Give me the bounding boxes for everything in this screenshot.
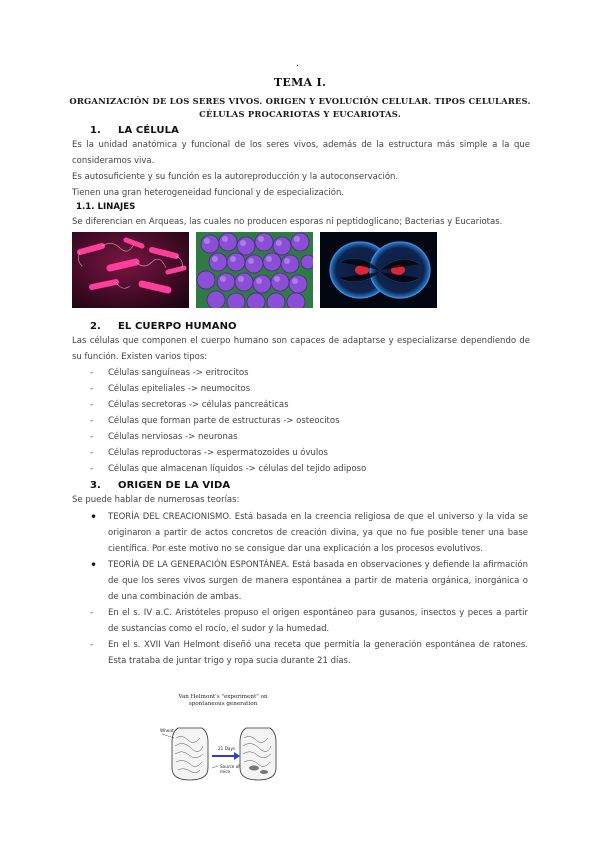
bacteria-rods-image <box>72 232 189 308</box>
section-3-intro: Se puede hablar de numerosas teorías: <box>72 495 240 505</box>
section-1-paragraph-1: Es la unidad anatómica y funcional de los seres vivos, además de la estructura más simple a la que consideramos viva. <box>72 140 530 166</box>
section-2-title: EL CUERPO HUMANO <box>118 321 237 332</box>
section-1-title: LA CÉLULA <box>118 125 179 136</box>
subtitle-line-2: CÉLULAS PROCARIOTAS Y EUCARIOTAS. <box>199 109 401 119</box>
theories-list <box>90 509 528 669</box>
section-3-number: 3. <box>90 480 101 491</box>
figure-title-line-2: spontaneous generation <box>188 701 258 707</box>
header-dot: . <box>296 58 300 69</box>
subtitle-line-1: ORGANIZACIÓN DE LOS SERES VIVOS. ORIGEN Y EVOLUCIÓN CELULAR. TIPOS CELULARES. <box>69 96 531 106</box>
figure-label-days: 21 Days <box>218 746 236 751</box>
list-item: - Células secretoras -> células pancreáticas <box>90 397 366 413</box>
section-3-title: ORIGEN DE LA VIDA <box>118 480 231 491</box>
figure-label-wheat: Wheat <box>160 728 174 733</box>
section-1-number: 1. <box>90 125 101 136</box>
section-2-intro: Las células que componen el cuerpo humano son capaces de adaptarse y especializarse dependiendo de su función. Existen varios tipos: <box>72 336 530 362</box>
section-3-heading <box>90 480 230 491</box>
figure-label-mice: Source of mice <box>220 764 240 774</box>
list-item: - En el s. XVII Van Helmont diseñó una receta que permitía la generación espontánea de ratones. Esta trataba de juntar trigo y ropa sucia durante 21 días. <box>90 637 528 669</box>
list-item: - Células nerviosas -> neuronas <box>90 429 366 445</box>
list-item: • TEORÍA DE LA GENERACIÓN ESPONTÁNEA. Está basada en observaciones y defiende la afirmación de que los seres vivos surgen de manera espontánea a partir de materia orgánica, inorgánica o de una combinación de ambas. <box>90 557 528 605</box>
section-2-number: 2. <box>90 321 101 332</box>
list-item: - Células que almacenan líquidos -> células del tejido adiposo <box>90 461 366 477</box>
cocci-cluster-image <box>196 232 313 308</box>
section-1-paragraph-2: Es autosuficiente y su función es la autoreproducción y la autoconservación. <box>72 172 399 182</box>
list-item: - Células reproductoras -> espermatozoides u óvulos <box>90 445 366 461</box>
cell-types-list <box>90 365 366 477</box>
list-item: - Células que forman parte de estructuras -> osteocitos <box>90 413 366 429</box>
list-item: - Células epiteliales -> neumocitos <box>90 381 366 397</box>
eukaryotic-cell-division-image <box>320 232 437 308</box>
list-item: - Células sanguíneas -> eritrocitos <box>90 365 366 381</box>
section-1-paragraph-3: Tienen una gran heterogeneidad funcional y de especialización. <box>72 188 345 198</box>
section-2-heading <box>90 321 237 332</box>
section-1-1-paragraph: Se diferencian en Arqueas, las cuales no producen esporas ni peptidoglicano; Bacterias y Eucariotas. <box>72 217 503 227</box>
figure-title-line-1: Van Helmont's "experiment" on <box>178 694 268 700</box>
page-subtitle <box>40 95 560 121</box>
van-helmont-figure <box>158 694 288 786</box>
page-title: TEMA I. <box>273 76 327 89</box>
section-1-1-heading: 1.1. LINAJES <box>76 202 136 212</box>
list-item: - En el s. IV a.C. Aristóteles propuso el origen espontáneo para gusanos, insectos y peces a partir de sustancias como el rocío, el sudor y la humedad. <box>90 605 528 637</box>
section-1-heading <box>90 125 179 136</box>
list-item: • TEORÍA DEL CREACIONISMO. Está basada en la creencia religiosa de que el universo y la vida se originaron a partir de actos concretos de creación divina, ya que no fue posible tener una base científica. Por este motivo no se consigue dar una explicación a los procesos evolutivos. <box>90 509 528 557</box>
